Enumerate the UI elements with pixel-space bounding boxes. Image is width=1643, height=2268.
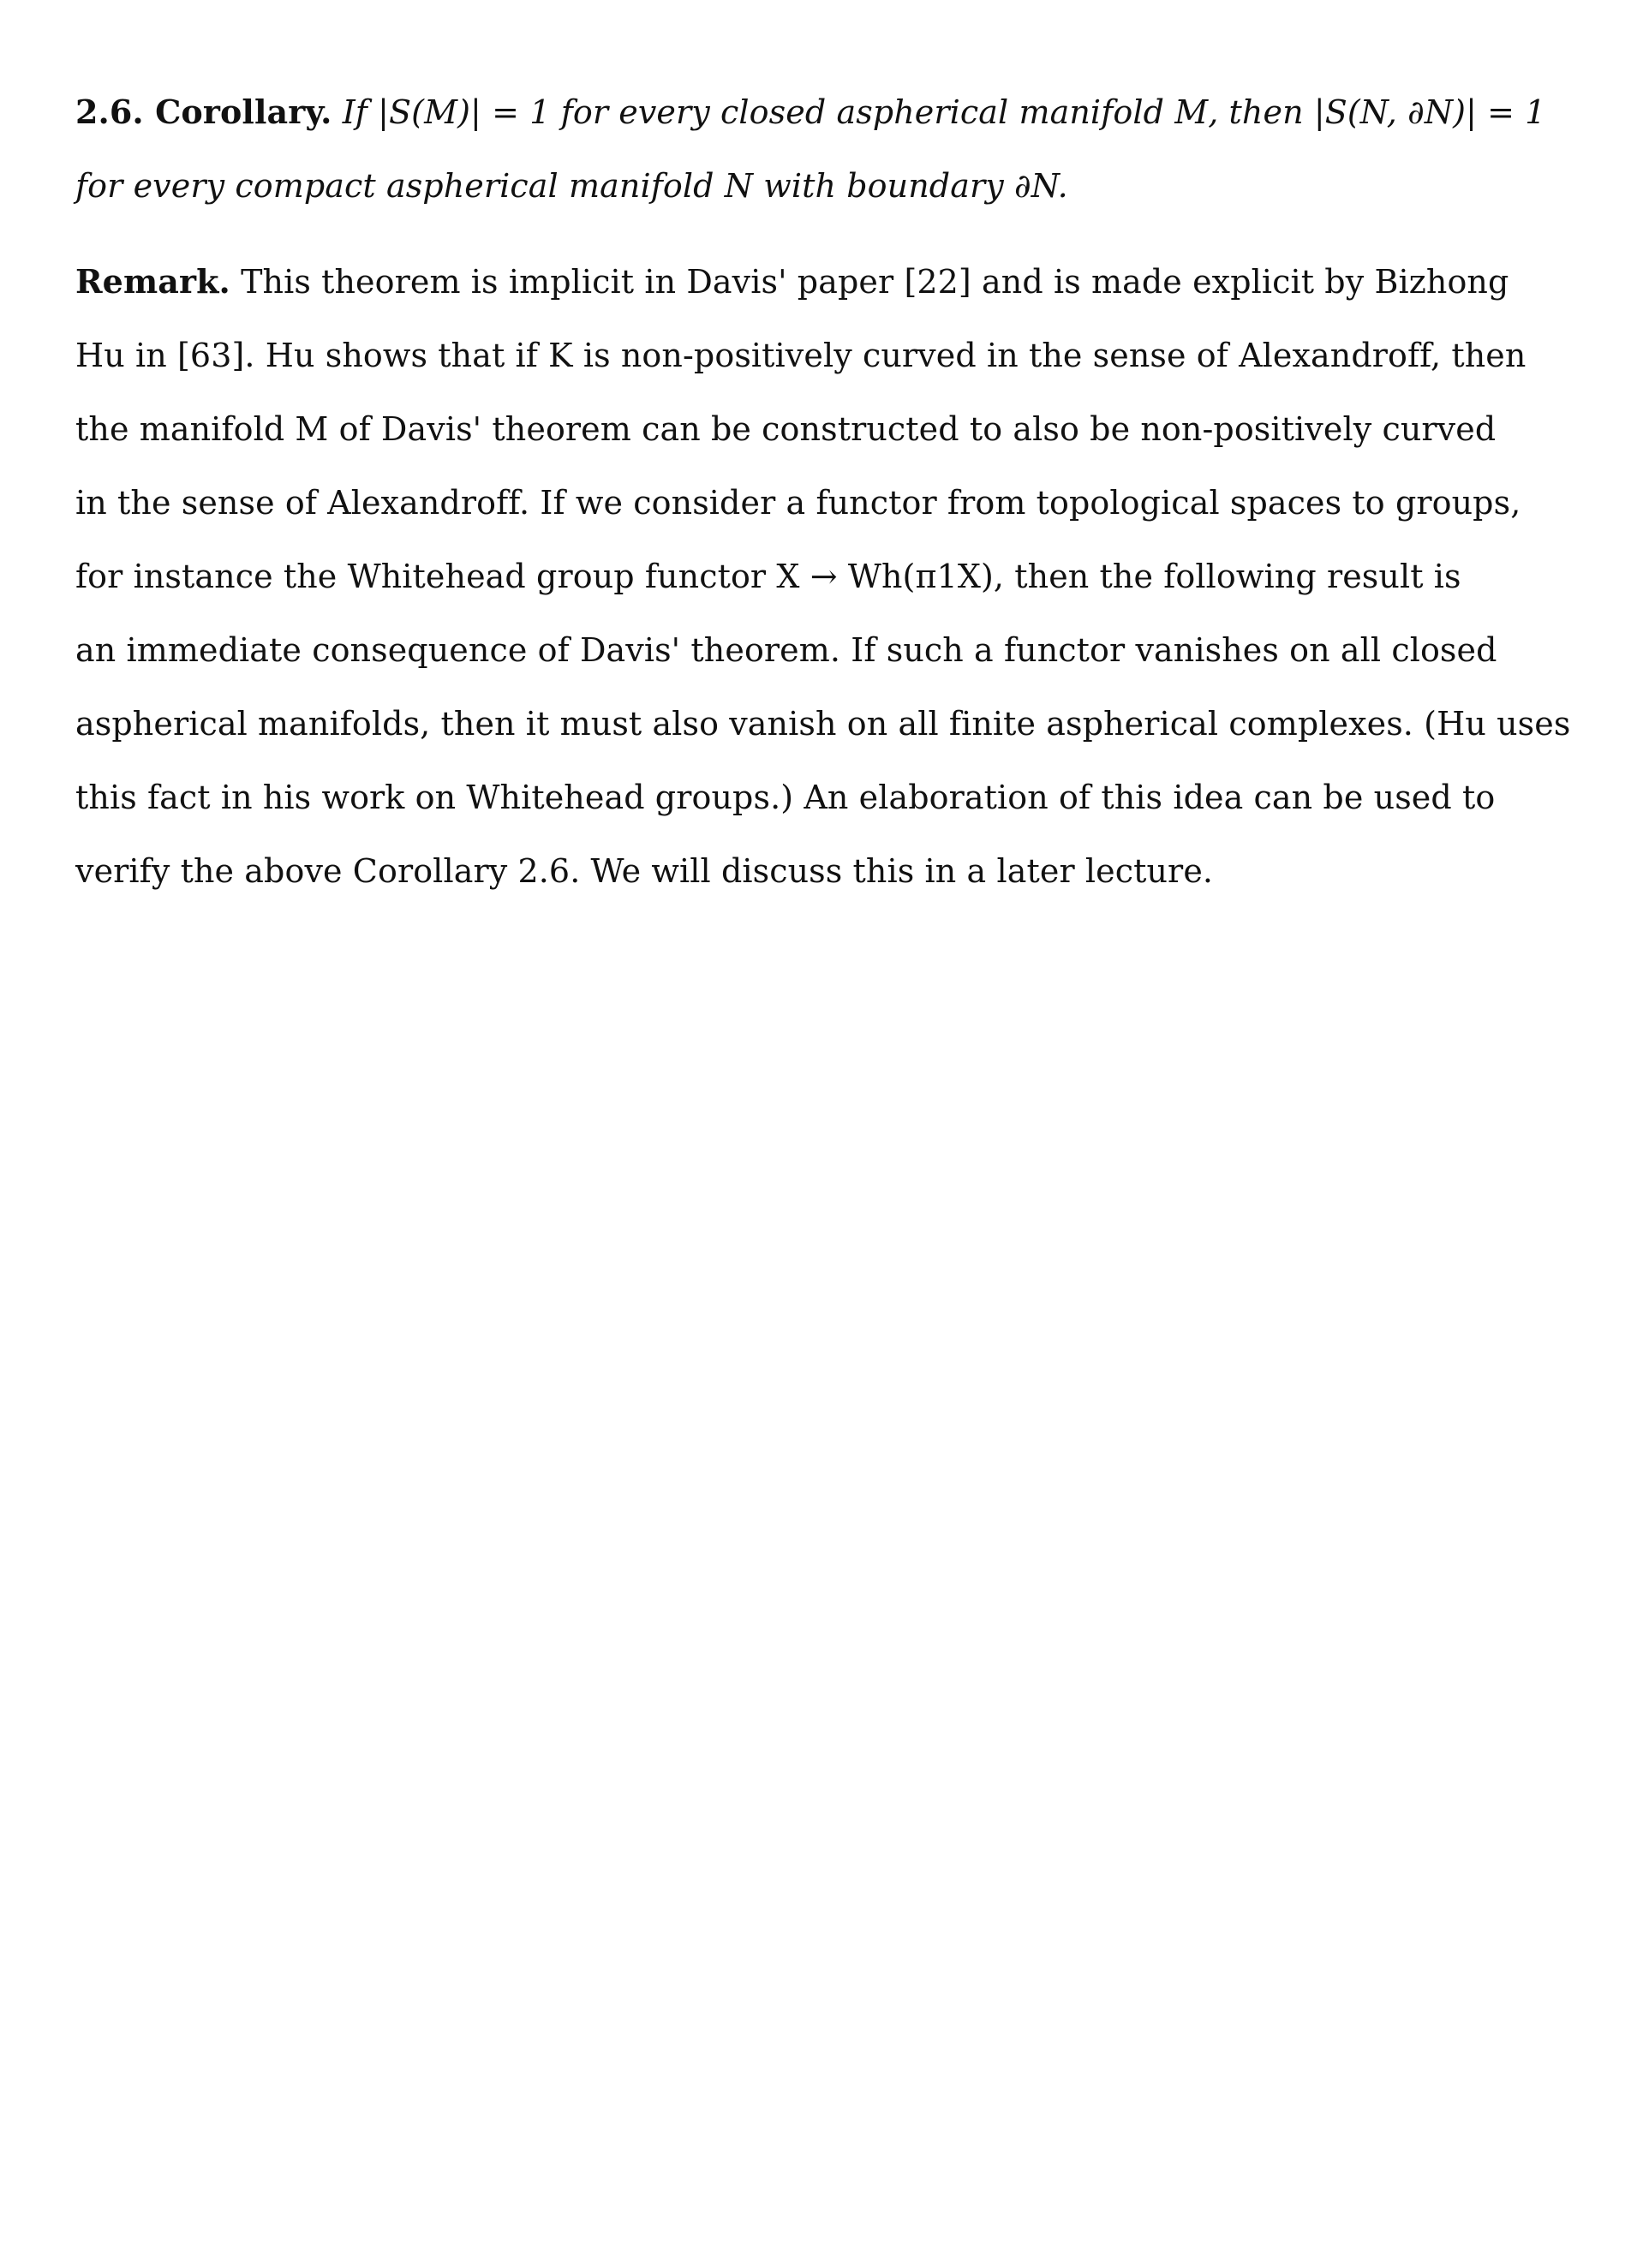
corollary-line-1	[75, 93, 1546, 131]
remark-text-line-8: this fact in his work on Whitehead groups.) An elaboration of this idea can be used to	[75, 779, 1496, 816]
remark-text-line-4: in the sense of Alexandroff. If we consider a functor from topological spaces to groups,	[75, 484, 1521, 522]
remark-text-line-9: verify the above Corollary 2.6. We will discuss this in a later lecture.	[75, 852, 1214, 890]
remark-label: Remark.	[75, 262, 230, 301]
remark-text-line-6: an immediate consequence of Davis' theorem. If such a functor vanishes on all closed	[75, 631, 1497, 669]
remark-text-line-5: for instance the Whitehead group functor X → Wh(π1X), then the following result is	[75, 558, 1461, 595]
remark-text-line-3: the manifold M of Davis' theorem can be constructed to also be non-positively curved	[75, 410, 1497, 448]
remark-text-line-7: aspherical manifolds, then it must also vanish on all finite aspherical complexes. (Hu uses	[75, 705, 1571, 743]
corollary-line-2: for every compact aspherical manifold N with boundary ∂N.	[75, 167, 1068, 205]
remark-text-line-1: This theorem is implicit in Davis' paper [22] and is made explicit by Bizhong	[241, 263, 1509, 301]
remark-text-line-2: Hu in [63]. Hu shows that if K is non-positively curved in the sense of Alexandroff, then	[75, 337, 1526, 374]
remark-line-1	[75, 262, 1509, 301]
corollary-label: 2.6. Corollary.	[75, 93, 332, 131]
corollary-statement-part-1: If |S(M)| = 1 for every closed aspherical manifold M, then |S(N, ∂N)| = 1	[342, 93, 1546, 131]
